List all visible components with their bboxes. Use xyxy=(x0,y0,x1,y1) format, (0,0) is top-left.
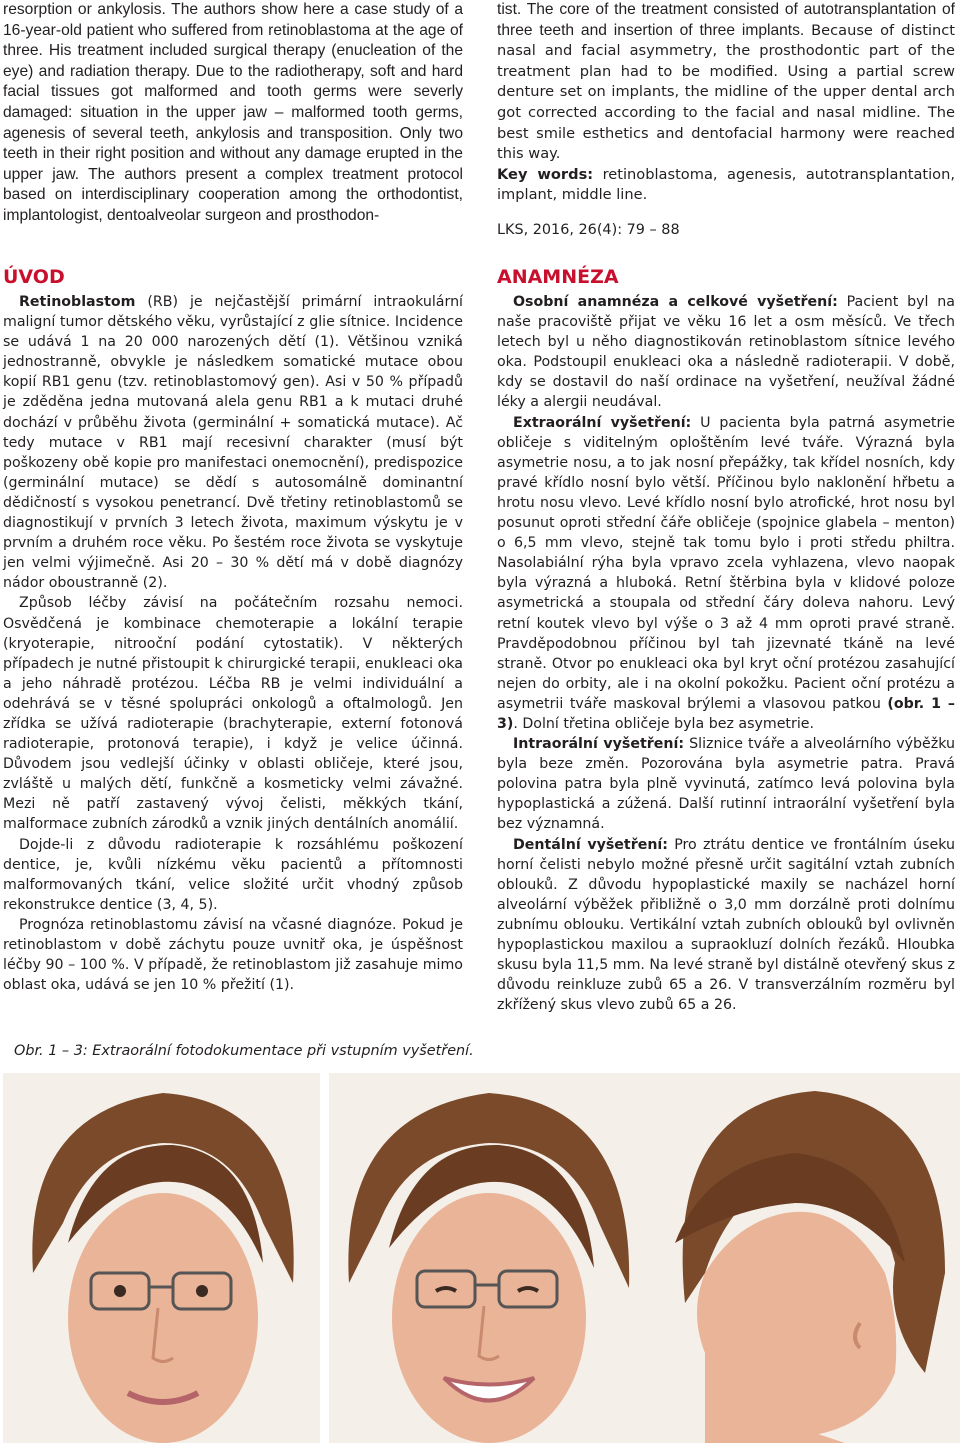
keywords xyxy=(497,165,955,206)
anamneza-paragraph-4-text: Pro ztrátu dentice ve frontálním úseku horní čelisti nebylo možné přesně určit sagitální vztah zubních oblouků. Z důvodu hypoplastické maxily se nacházel horní alveolární výběžek přibližně o 3,0 mm dorzálně proti dolnímu zubnímu oblouku. Vertikální vztah zubních oblouků byl ovlivněn hypoplastickou maxilou a supraokluzí dolních řezáků. Hloubka skusu byla 11,5 mm. Na levé straně byl distálně otevřený skus z důvodu reinkluze zubů 65 a 26. V transverzálním rozměru byl zkřížený skus vlevo zubů 65 a 26. xyxy=(497,836,955,1014)
abstract-text-en-2: tist. The core of the treatment consisted of autotransplantation of three teeth and insertion of three implants. xyxy=(497,1,955,39)
anamneza-lead-3: Intraorální vyšetření: xyxy=(513,736,685,753)
anamneza-paragraph-2 xyxy=(497,413,955,735)
photo-front-smile xyxy=(329,1073,646,1443)
anamneza-lead-2: Extraorální vyšetření: xyxy=(513,414,692,431)
anamneza-paragraph-4 xyxy=(497,835,955,1016)
photo-profile xyxy=(645,1073,960,1443)
uvod-paragraph-3: Dojde-li z důvodu radioterapie k rozsáhlému poškození dentice, je, kvůli nízkému věku pacientů a přítomnosti malformovaných tkání, velice složité určit vhodný způsob rekonstrukce dentice (3, 4, 5). xyxy=(3,836,463,913)
abstract-text-continued: Because of distinct nasal and facial asymmetry, the prosthodontic part of the treatment plan had to be modified. Using a partial screw denture set on implants, the midline of the upper dental arch got corrected according to the facial and nasal midline. The best smile esthetics and dentofacial harmony were reached this way. xyxy=(497,21,955,163)
figure-reference: (obr. 1 – 3) xyxy=(497,695,955,732)
abstract-right-column xyxy=(497,0,955,241)
uvod-lead-term: Retinoblastom xyxy=(19,294,136,310)
portrait-front-neutral-image xyxy=(3,1073,320,1443)
anamneza-paragraph-1-text: Pacient byl na naše pracoviště přijat ve věku 16 let a osm měsíců. Ve třech letech byl u něho diagnostikován retinoblastom sítnice levého oka. Podstoupil enukleaci oka a následně radioterapii. V době, kdy se dostavil do naší ordinace na vyšetření, neužíval žádné léky a alergii neudával. xyxy=(497,294,955,411)
portrait-front-smile-image xyxy=(329,1073,646,1443)
keywords-label: Key words: xyxy=(497,165,594,183)
keywords-text: retinoblastoma, agenesis, autotransplantation, implant, middle line. xyxy=(497,165,955,204)
portrait-profile-image xyxy=(645,1073,960,1443)
anamneza-lead-4: Dentální vyšetření: xyxy=(513,836,668,853)
abstract-text-en-continued xyxy=(497,0,955,165)
heading-anamneza: ANAMNÉZA xyxy=(497,266,619,288)
anamneza-paragraph-3 xyxy=(497,734,955,834)
uvod-paragraph-1-text: (RB) je nejčastější primární intraokulární maligní tumor dětského věku, vyrůstající z glie sítnice. Incidence se udává 1 na 20 000 narozených dětí (1). Většinou vzniká jednostranně, obvykle je následkem somatické mutace obou kopií RB1 genu (tzv. retinoblastomový gen). Asi v 50 % případů je zděděna jedna mutovaná alela genu RB1 a k mutaci druhé dochází v průběhu života (germinální + somatická mutace). Ač tedy mutace v RB1 mají recesivní charakter (musí být poškozeny obě kopie pro manifestaci onemocnění), predispozice (germinální mutace) se dědí s autosomálně dominantní dědičností s vysokou penetrancí. Dvě třetiny retinoblastomů se diagnostikují v prvních 3 letech života, maximum výskytu je v prvním a druhém roce věku. Po šestém roce života se vyskytuje jen velmi výjimečně. Asi 20 – 30 % dětí má v době diagnózy nádor oboustranně (2). xyxy=(3,294,463,592)
section-anamneza xyxy=(497,265,955,1015)
anamneza-lead-1: Osobní anamnéza a celkové vyšetření: xyxy=(513,294,838,310)
abstract-text-en: resorption or ankylosis. The authors show here a case study of a 16-year-old patient who suffered from retinoblastoma at the age of three. His treatment included surgical therapy (enucleation of the eye) and radiation therapy. Due to the radiotherapy, soft and hard facial tissues got malformed and tooth germs were severly damaged: situation in the upper jaw – malformed tooth germs, agenesis of several teeth, ankylosis and transposition. Only two teeth in their right position and without any damage erupted in the upper jaw. The authors present a complex treatment protocol based on interdisciplinary cooperation among the orthodontist, implantologist, dentoalveolar surgeon and prosthodon- xyxy=(3,1,463,224)
anamneza-paragraph-2-text: U pacienta byla patrná asymetrie obličeje s viditelným oploštěním levé tváře. Výrazná byla asymetrie nosu, a to jak nosní přepážky, tak křídel nosních, kdy pravé křídlo nosní bylo větší. Příčinou bylo naklonění hřbetu a hrotu nosu vlevo. Levé křídlo nosní bylo atrofické, hrot nosu byl posunut oproti střední čáře obličeje (spojnice glabela – menton) o 6,5 mm vlevo, stejně tak tomu bylo i proti středu philtra. Nasolabiální rýha byla vpravo zcela vyhlazena, vlevo naopak byla výrazná a hluboká. Retní štěrbina byla v klidové poloze asymetrická a stoupala od střední čáry doleva nahoru. Levý retní koutek vlevo byl výše o 3 až 4 mm oproti pravé straně. Pravděpodobnou příčinou byl tah jizevnaté tkáně na levé straně. Otvor po enukleaci oka byl kryt oční protézou zasahující nejen do orbity, ale i na okolní pokožku. Pacient oční protézu a asymetrii tváře maskoval brýlemi a vlasovou patkou xyxy=(497,414,955,712)
uvod-paragraph-1 xyxy=(3,292,463,593)
citation: LKS, 2016, 26(4): 79 – 88 xyxy=(497,221,680,238)
figure-caption: Obr. 1 – 3: Extraorální fotodokumentace při vstupním vyšetření. xyxy=(14,1043,474,1059)
section-uvod xyxy=(3,265,463,995)
uvod-paragraph-4: Prognóza retinoblastomu závisí na včasné diagnóze. Pokud je retinoblastom v době záchytu pouze uvnitř oka, je úspěšnost léčby 90 – 100 %. V případě, že retinoblastom již zasahuje mimo oblast oka, udává se jen 10 % přežití (1). xyxy=(3,916,463,994)
uvod-paragraph-2: Způsob léčby závisí na počátečním rozsahu nemoci. Osvědčená je kombinace chemoterapie a lokální terapie (kryoterapie, nitrooční podání cytostatik). V některých případech je nutné přistoupit k chirurgické terapii, enukleaci oka a jeho náhradě protézou. Léčba RB je velmi individuální a odehrává se v těsné spolupráci onkologů a oftalmologů. Jen zřídka se užívá radioterapie (brachyterapie, externí fotonová radioterapie, protonová terapie), i když je velice účinná. Důvodem jsou vedlejší účinky v oblasti obličeje, které jsou, zvláště u malých dětí, funkčně a kosmeticky velmi závažné. Mezi ně patří zastavený vývoj čelisti, měkkých tkání, malformace zubních zárodků a vznik jiných dentálních anomálií. xyxy=(3,595,463,833)
abstract-left-column xyxy=(3,0,463,227)
anamneza-paragraph-3-text: Sliznice tváře a alveolárního výběžku byla beze změn. Pozorována byla asymetrie patra. Pravá polovina patra byla plně vyvinutá, zatímco levá polovina byla hypoplastická a zúžená. Další rutinní intraorální vyšetření byla bez významná. xyxy=(497,736,955,833)
heading-uvod: ÚVOD xyxy=(3,266,65,288)
anamneza-paragraph-1 xyxy=(497,292,955,413)
anamneza-paragraph-2-end: . Dolní třetina obličeje byla bez asymetrie. xyxy=(513,715,815,732)
photo-front-neutral xyxy=(3,1073,320,1443)
